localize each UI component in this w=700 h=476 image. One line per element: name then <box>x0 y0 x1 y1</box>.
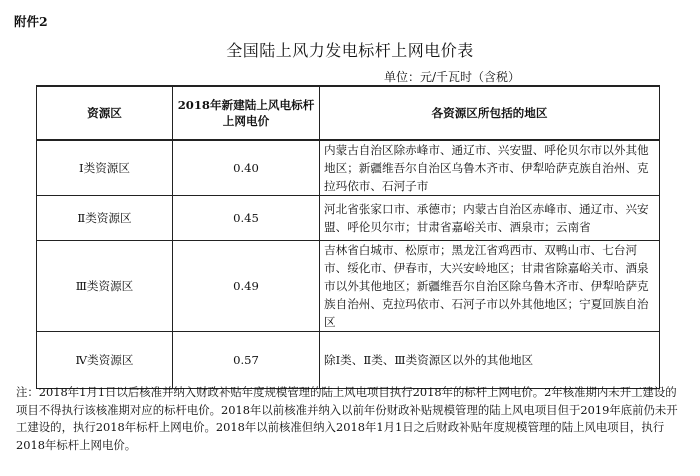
table-row <box>37 196 660 241</box>
price-cell: 0.45 <box>173 196 320 241</box>
unit-label: 单位：元/千瓦时（含税） <box>384 70 521 84</box>
attachment-label: 附件2 <box>14 14 48 29</box>
areas-cell: 吉林省白城市、松原市；黑龙江省鸡西市、双鸭山市、七台河市、绥化市、伊春市，大兴安岭地区；甘肃省除嘉峪关市、酒泉市以外其他地区；新疆维吾尔自治区除乌鲁木齐市、伊犁哈萨克族自治州、克拉玛依市、石河子市以外其他地区；宁夏回族自治区 <box>320 241 660 332</box>
header-areas: 各资源区所包括的地区 <box>320 86 660 140</box>
areas-cell: 内蒙古自治区除赤峰市、通辽市、兴安盟、呼伦贝尔市以外其他地区；新疆维吾尔自治区乌鲁木齐市、伊犁哈萨克族自治州、克拉玛依市、石河子市 <box>320 140 660 196</box>
footnote: 注：2018年1月1日以后核准并纳入财政补贴年度规模管理的陆上风电项目执行2018年的标杆上网电价。2年核准期内未开工建设的项目不得执行该核准期对应的标杆电价。2018年以前核准并纳入以前年份财政补贴规模管理的陆上风电项目但于2019年底前仍未开工建设的，执行2018年标杆上网电价。2018年以前核准但纳入2018年1月1日之后财政补贴年度规模管理的陆上风电项目，执行2018年标杆上网电价。 <box>16 385 678 452</box>
table-row <box>37 241 660 332</box>
price-table <box>36 85 660 389</box>
region-cell: Ⅲ类资源区 <box>37 241 173 332</box>
table-row <box>37 140 660 196</box>
table-header-row <box>37 86 660 140</box>
region-cell: Ⅰ类资源区 <box>37 140 173 196</box>
price-cell: 0.49 <box>173 241 320 332</box>
price-cell: 0.57 <box>173 332 320 389</box>
table-row <box>37 332 660 389</box>
areas-cell: 河北省张家口市、承德市；内蒙古自治区赤峰市、通辽市、兴安盟、呼伦贝尔市；甘肃省嘉峪关市、酒泉市；云南省 <box>320 196 660 241</box>
price-cell: 0.40 <box>173 140 320 196</box>
areas-cell: 除Ⅰ类、Ⅱ类、Ⅲ类资源区以外的其他地区 <box>320 332 660 389</box>
header-region: 资源区 <box>37 86 173 140</box>
header-price: 2018年新建陆上风电标杆上网电价 <box>173 86 320 140</box>
region-cell: Ⅳ类资源区 <box>37 332 173 389</box>
region-cell: Ⅱ类资源区 <box>37 196 173 241</box>
document-title: 全国陆上风力发电标杆上网电价表 <box>226 41 474 60</box>
